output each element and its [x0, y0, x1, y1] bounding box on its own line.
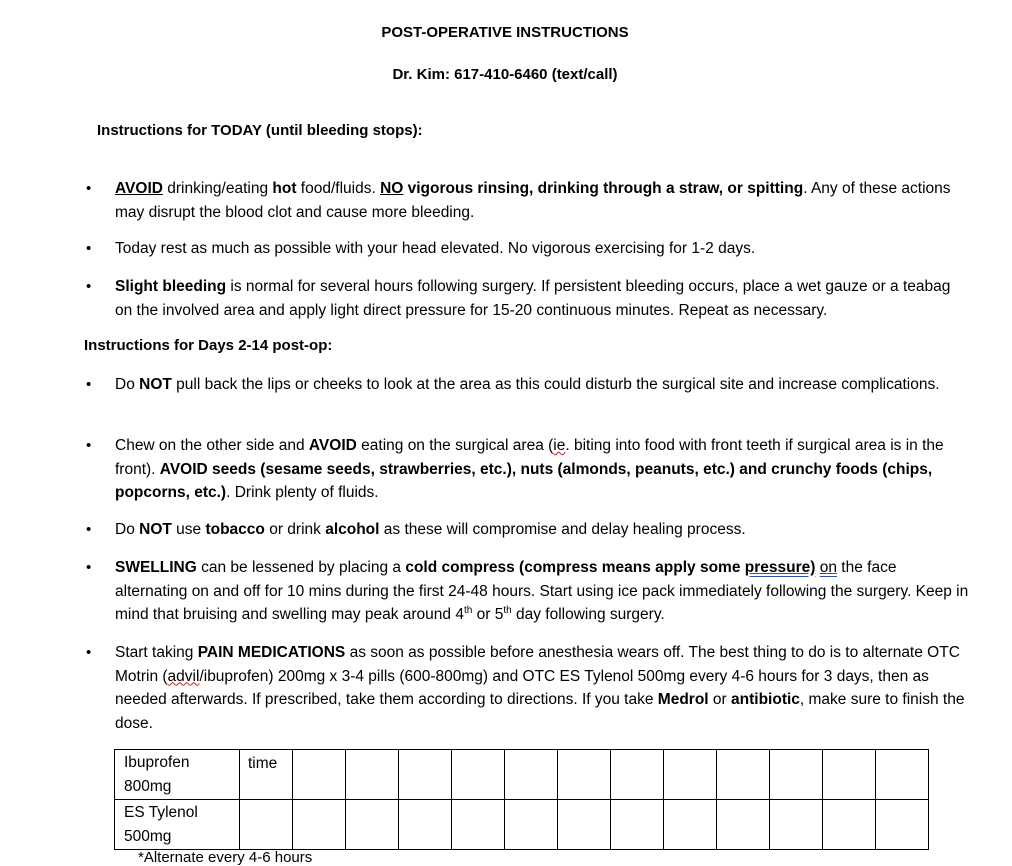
- text-run: Chew on the other side and: [115, 437, 309, 454]
- text-run: or 5: [472, 606, 504, 623]
- text-run: or drink: [264, 521, 326, 538]
- bullet-icon: •: [86, 521, 92, 538]
- text-run: NOT: [139, 521, 172, 538]
- text-run: food/fluids.: [296, 180, 381, 197]
- list-item: [86, 275, 970, 322]
- text-run: Today rest as much as possible with your head elevated. No vigorous exercising for 1-2 days.: [115, 240, 756, 257]
- table-cell: [558, 800, 611, 850]
- list-item-text: [115, 641, 970, 735]
- text-run: drinking/eating: [162, 180, 273, 197]
- table-cell: [770, 750, 823, 800]
- text-run: alcohol: [325, 521, 380, 538]
- text-run: Do: [115, 521, 140, 538]
- doctor-contact: Dr. Kim: 617-410-6460 (text/call): [392, 66, 618, 83]
- table-cell: [664, 800, 717, 850]
- list-item-text: [115, 373, 970, 397]
- text-run: advil: [167, 667, 200, 685]
- bullet-icon: •: [86, 180, 92, 197]
- bullet-icon: •: [86, 437, 92, 454]
- table-cell: [399, 800, 452, 850]
- list-item: [86, 556, 970, 627]
- time-cell: time: [240, 750, 293, 800]
- text-run: ie: [553, 437, 566, 454]
- table-cell: [717, 800, 770, 850]
- text-run: day following surgery.: [511, 606, 665, 623]
- medication-dose: 500mg: [124, 828, 172, 845]
- text-run: th: [463, 604, 473, 616]
- text-run: antibiotic: [731, 691, 800, 708]
- table-cell: [346, 750, 399, 800]
- text-run: the face alternating on and off for 10 mins during the first 24-48 hours. Start using ice pack immediately following the surgery. Keep in mind that bruising and swelling may peak around 4: [115, 559, 969, 623]
- text-run: on: [819, 559, 837, 576]
- text-run: pressure): [744, 559, 816, 576]
- text-run: . Drink plenty of fluids.: [226, 484, 379, 501]
- medication-name: ES Tylenol: [124, 804, 198, 821]
- bullet-icon: •: [86, 240, 92, 257]
- list-item-text: [115, 237, 970, 261]
- table-cell: [293, 750, 346, 800]
- text-run: PAIN MEDICATIONS: [197, 644, 346, 661]
- text-run: th: [503, 604, 512, 616]
- medication-dose: 800mg: [124, 778, 172, 795]
- table-cell: [876, 750, 929, 800]
- medication-label-cell: [115, 750, 240, 800]
- text-run: Medrol: [657, 691, 709, 708]
- text-run: Slight bleeding: [115, 278, 227, 295]
- table-cell: [452, 800, 505, 850]
- text-run: Start taking: [115, 644, 198, 661]
- medication-name: Ibuprofen: [124, 754, 190, 771]
- text-run: eating on the surgical area (: [356, 437, 554, 454]
- text-run: use: [171, 521, 206, 538]
- table-row: [115, 750, 929, 800]
- medication-schedule-table: [114, 749, 929, 850]
- document-title: POST-OPERATIVE INSTRUCTIONS: [381, 24, 629, 41]
- text-run: . biting into food with front teeth if surgical area is in the front).: [115, 437, 944, 478]
- bullet-icon: •: [86, 559, 92, 576]
- text-run: hot: [272, 180, 297, 197]
- text-run: AVOID: [308, 437, 357, 454]
- table-cell: [293, 800, 346, 850]
- text-run: is normal for several hours following surgery. If persistent bleeding occurs, place a wet gauze or a teabag on the involved area and apply light direct pressure for 15-20 continuous minutes. Repeat as necessary.: [115, 278, 951, 319]
- text-run: NO: [380, 180, 404, 197]
- text-run: AVOID: [115, 180, 163, 197]
- text-run: , make sure to finish the dose.: [115, 691, 965, 732]
- days-heading: Instructions for Days 2-14 post-op:: [84, 337, 333, 354]
- table-cell: [505, 800, 558, 850]
- list-item: [86, 641, 970, 735]
- table-cell: [505, 750, 558, 800]
- text-run: vigorous rinsing, drinking through a straw, or spitting: [403, 180, 804, 197]
- bullet-icon: •: [86, 644, 92, 661]
- text-run: as soon as possible before anesthesia wears off. The best thing to do is to alternate OTC Motrin (: [115, 644, 960, 685]
- table-cell: [346, 800, 399, 850]
- table-cell: [611, 750, 664, 800]
- list-item: [86, 434, 970, 505]
- table-cell: [558, 750, 611, 800]
- text-run: Do: [115, 376, 140, 393]
- table-cell: [664, 750, 717, 800]
- text-run: AVOID seeds (sesame seeds, strawberries, etc.), nuts (almonds, peanuts, etc.) and crunchy foods (chips, popcorns, etc.): [115, 460, 933, 501]
- list-item: [86, 237, 970, 261]
- list-item-text: [115, 434, 970, 505]
- text-run: . Any of these actions may disrupt the blood clot and cause more bleeding.: [115, 180, 951, 221]
- text-run: as these will compromise and delay healing process.: [379, 521, 746, 538]
- text-run: SWELLING: [115, 559, 197, 576]
- text-run: or: [708, 691, 732, 708]
- bullet-icon: •: [86, 278, 92, 295]
- bullet-icon: •: [86, 376, 92, 393]
- list-item: [86, 518, 970, 542]
- table-cell: [452, 750, 505, 800]
- text-run: /ibuprofen) 200mg x 3-4 pills (600-800mg) and OTC ES Tylenol 500mg every 4-6 hours for 3 days, then as needed afterwards. If prescribed, take them according to directions. If you take: [115, 667, 929, 708]
- table-cell: [823, 800, 876, 850]
- table-cell: [770, 800, 823, 850]
- table-row: [115, 800, 929, 850]
- footnote: *Alternate every 4-6 hours: [138, 849, 313, 866]
- table-cell: [717, 750, 770, 800]
- text-run: cold compress (compress means apply some: [405, 559, 745, 576]
- table-cell: [611, 800, 664, 850]
- time-cell: [240, 800, 293, 850]
- list-item: [86, 373, 970, 397]
- list-item-text: [115, 275, 970, 322]
- table-cell: [399, 750, 452, 800]
- list-item: [86, 177, 970, 224]
- text-run: can be lessened by placing a: [196, 559, 406, 576]
- list-item-text: [115, 518, 970, 542]
- table-cell: [823, 750, 876, 800]
- table-cell: [876, 800, 929, 850]
- today-heading: Instructions for TODAY (until bleeding stops):: [97, 122, 423, 139]
- list-item-text: [115, 177, 970, 224]
- text-run: pull back the lips or cheeks to look at the area as this could disturb the surgical site and increase complications.: [171, 376, 940, 393]
- list-item-text: [115, 556, 970, 627]
- text-run: tobacco: [205, 521, 265, 538]
- text-run: NOT: [139, 376, 172, 393]
- medication-label-cell: [115, 800, 240, 850]
